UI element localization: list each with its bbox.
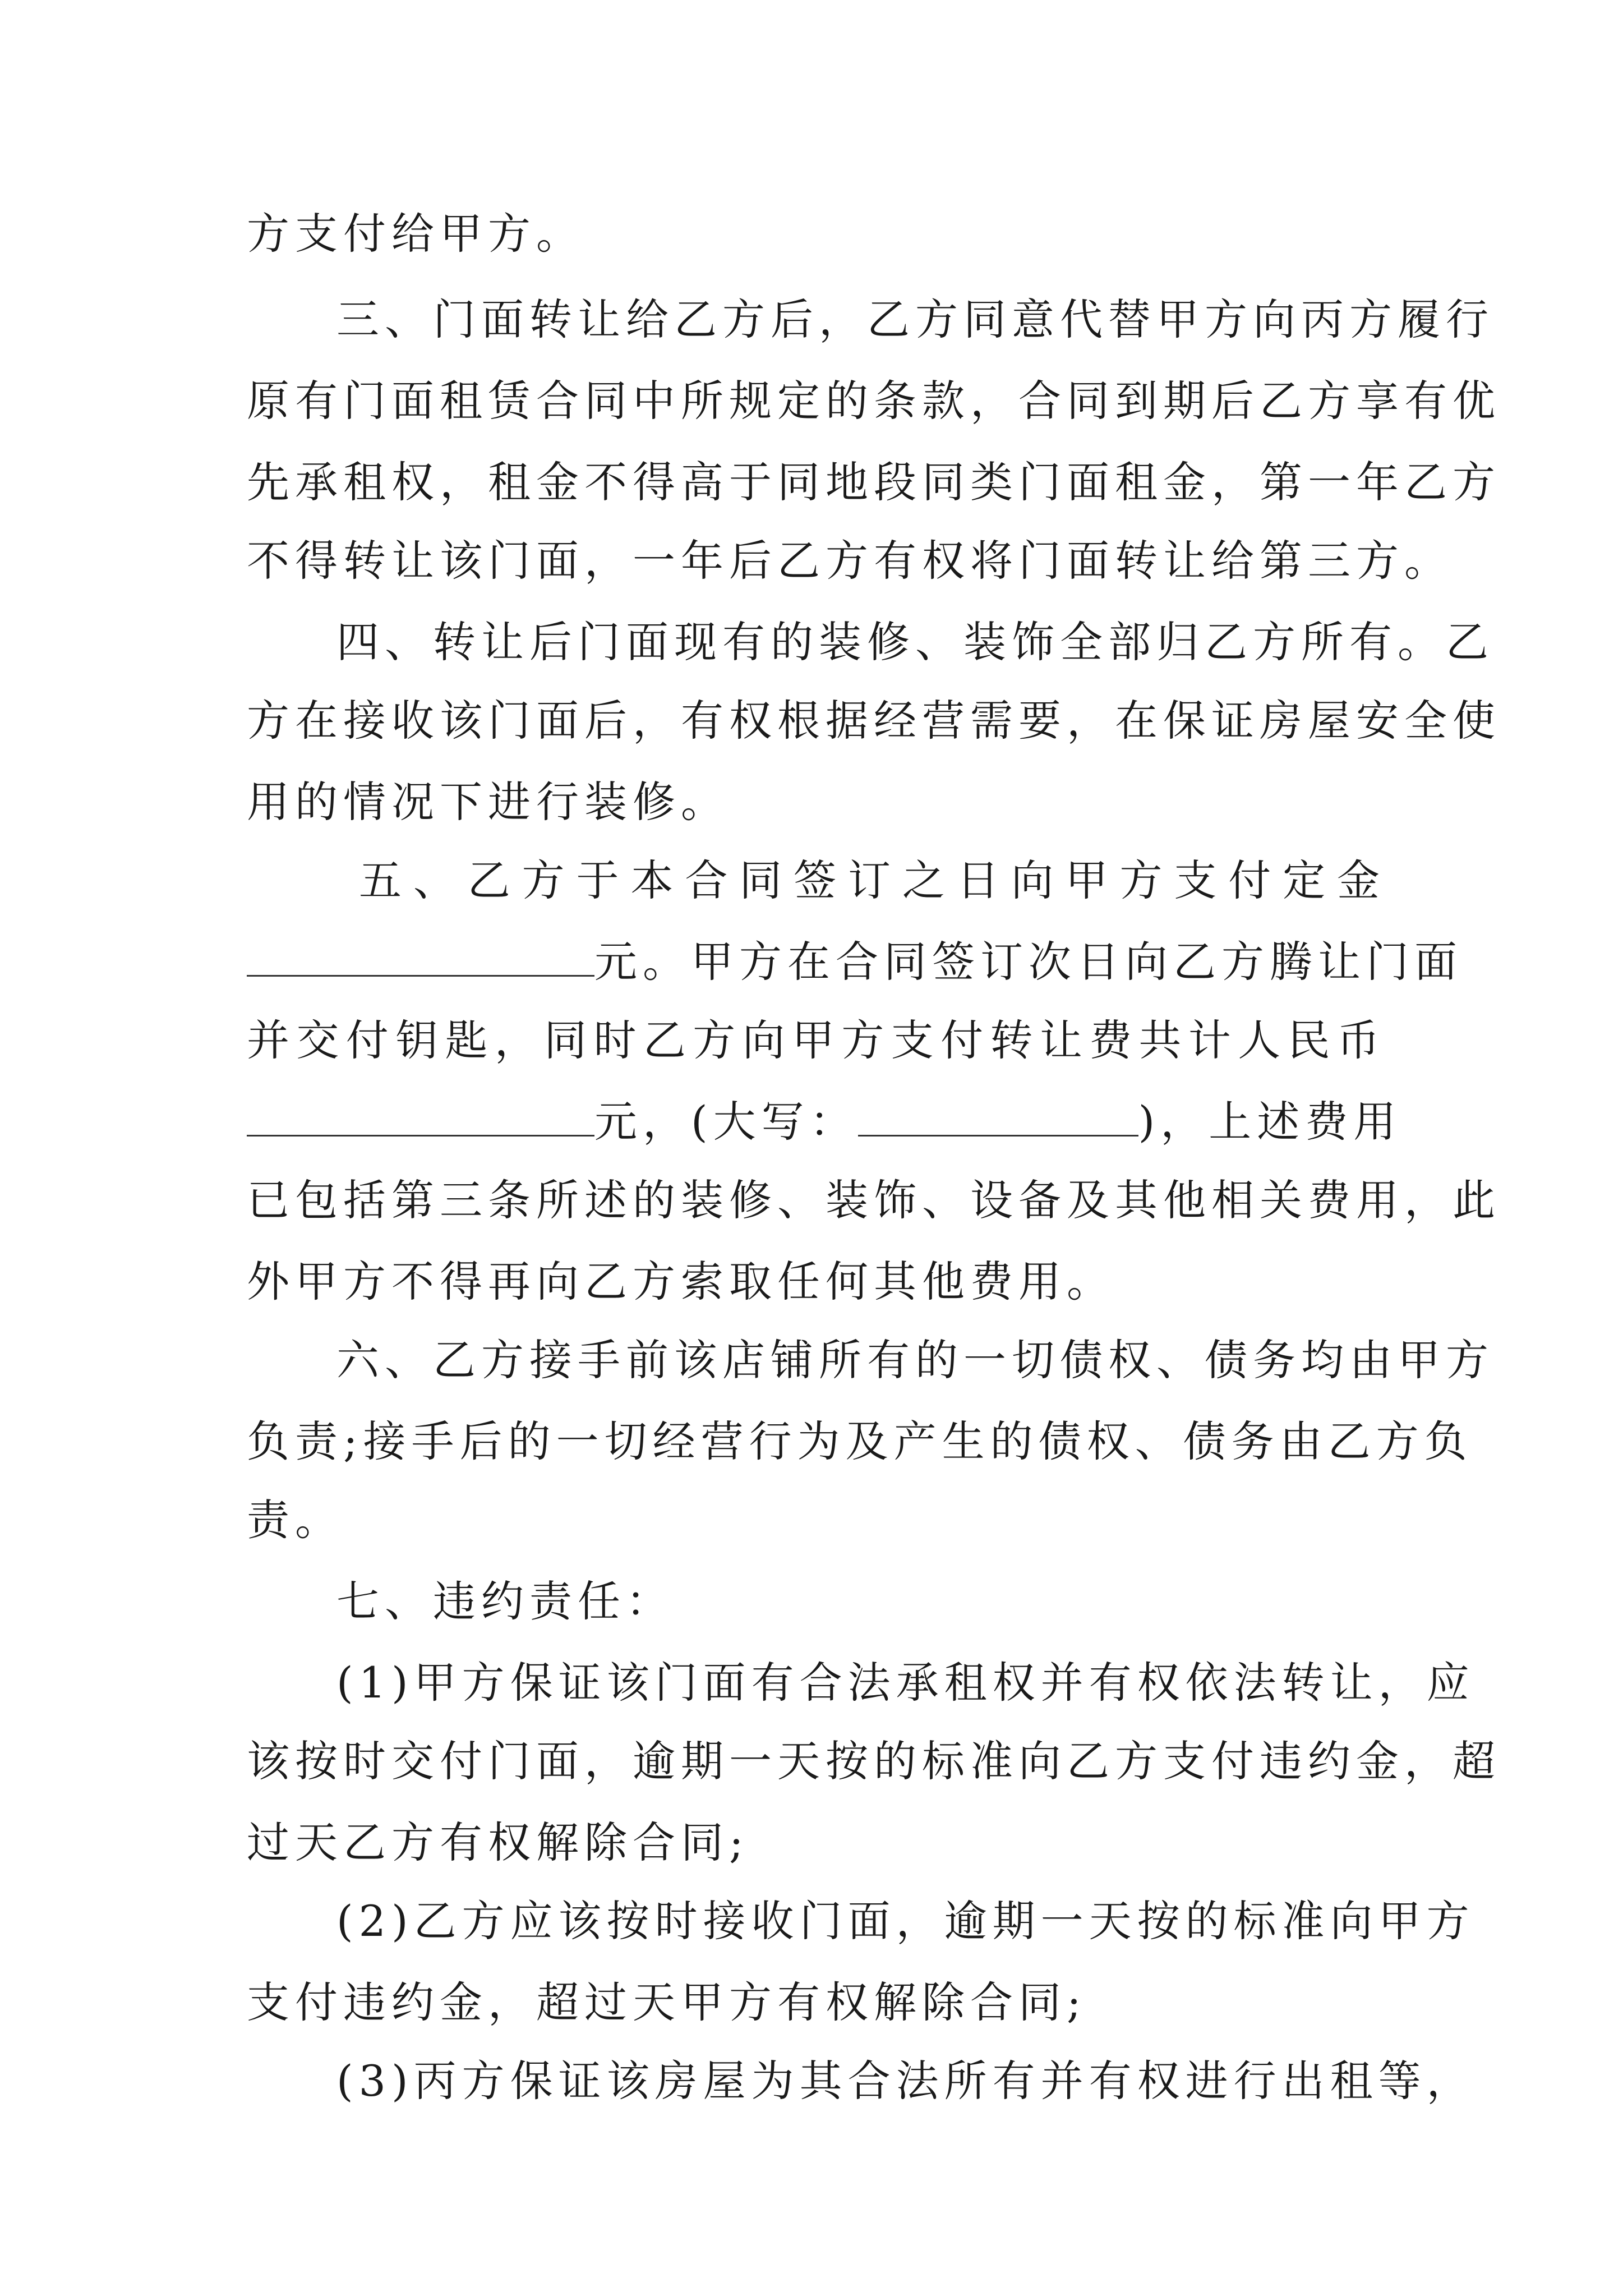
text-line: 支付违约金，超过天甲方有权解除合同;	[247, 1977, 1087, 2027]
text-line: 外甲方不得再向乙方索取任何其他费用。	[247, 1257, 1115, 1306]
clause-6-line-1: 六、乙方接手前该店铺所有的一切债权、债务均由甲方	[336, 1335, 1494, 1385]
clause-5-line-1: 五、乙方于本合同签订之日向甲方支付定金	[359, 855, 1385, 905]
text-line: 已包括第三条所述的装修、装饰、设备及其他相关费用，此	[247, 1175, 1501, 1225]
text-line: 过天乙方有权解除合同;	[247, 1818, 749, 1867]
text-line: 先承租权，租金不得高于同地段同类门面租金，第一年乙方	[247, 457, 1501, 507]
text-line: 该按时交付门面，逾期一天按的标准向乙方支付违约金，超	[247, 1736, 1501, 1786]
clause-7-item-2: (2)乙方应该按时接收门面，逾期一天按的标准向甲方	[336, 1896, 1475, 1946]
text-line: 用的情况下进行装修。	[247, 777, 729, 827]
text-line	[247, 937, 1463, 987]
amount-in-words-blank	[858, 1100, 1138, 1137]
clause-7-item-1: (1)甲方保证该门面有合法承租权并有权依法转让，应	[336, 1658, 1475, 1708]
text-fragment: 元，(大写：	[594, 1097, 858, 1147]
text-fragment: )，上述费用	[1138, 1097, 1402, 1147]
text-line: 方支付给甲方。	[247, 209, 584, 259]
deposit-amount-blank	[247, 940, 594, 977]
text-line: 不得转让该门面，一年后乙方有权将门面转让给第三方。	[247, 536, 1453, 586]
clause-4-line-1: 四、转让后门面现有的装修、装饰全部归乙方所有。乙	[336, 617, 1494, 667]
clause-3-line-1: 三、门面转让给乙方后，乙方同意代替甲方向丙方履行	[336, 295, 1494, 344]
text-line: 负责;接手后的一切经营行为及产生的债权、债务由乙方负	[247, 1416, 1473, 1466]
clause-7-heading: 七、违约责任：	[336, 1576, 674, 1626]
text-line	[247, 1097, 1402, 1147]
text-line: 方在接收该门面后，有权根据经营需要，在保证房屋安全使	[247, 696, 1501, 746]
text-line: 责。	[247, 1495, 343, 1545]
clause-7-item-3: (3)丙方保证该房屋为其合法所有并有权进行出租等，	[336, 2056, 1475, 2106]
transfer-fee-blank	[247, 1100, 594, 1137]
text-line: 原有门面租赁合同中所规定的条款，合同到期后乙方享有优	[247, 376, 1501, 426]
text-line: 并交付钥匙，同时乙方向甲方支付转让费共计人民币	[247, 1015, 1385, 1065]
text-fragment: 元。甲方在合同签订次日向乙方腾让门面	[594, 937, 1463, 987]
